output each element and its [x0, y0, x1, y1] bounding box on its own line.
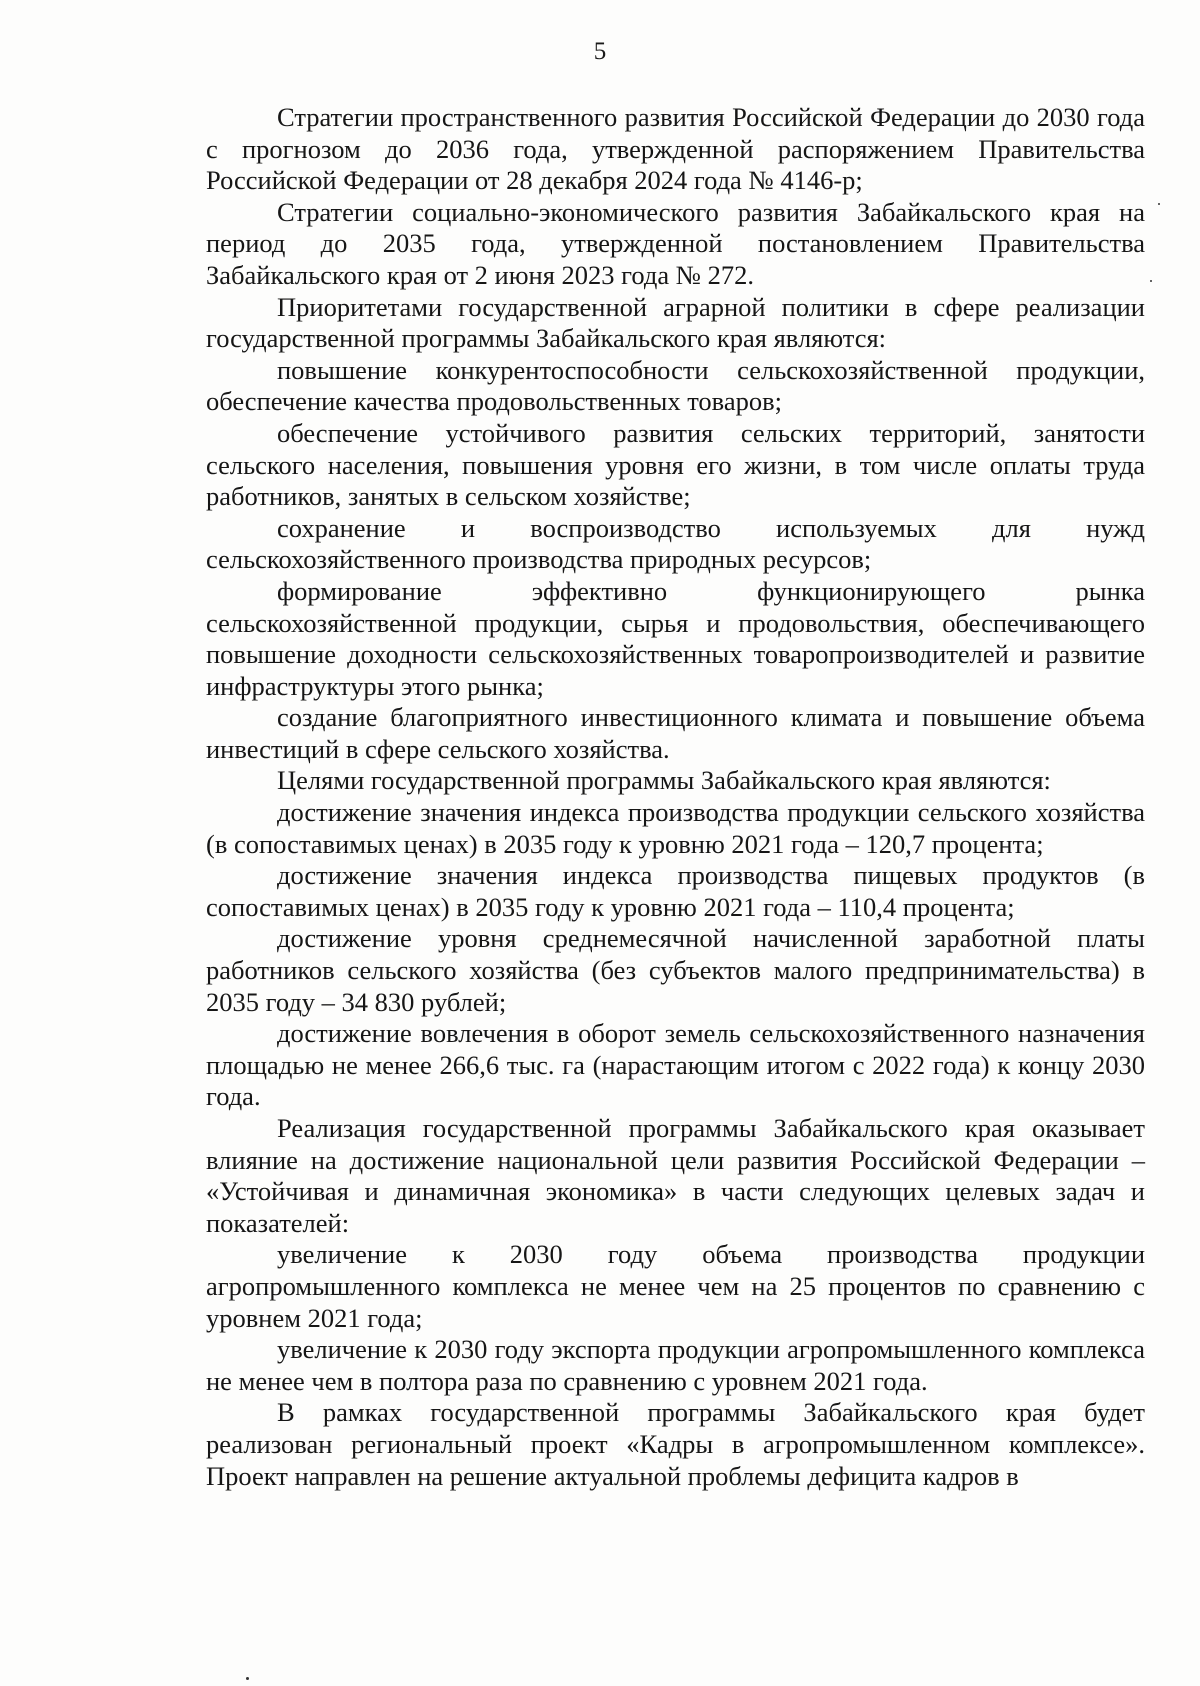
paragraph-strategy-socioeconomic: Стратегии социально-экономического развития Забайкальского края на период до 2035 года, утвержденной постановлением Правительства Забайкальского края от 2 июня 2023 года № 272.: [206, 196, 1145, 290]
paragraph-task-production: увеличение к 2030 году объема производства продукции агропромышленного комплекса не менее чем на 25 процентов по сравнению с уровнем 2021 года;: [206, 1239, 1145, 1333]
paragraph-strategy-spatial: Стратегии пространственного развития Российской Федерации до 2030 года с прогнозом до 2036 года, утвержденной распоряжением Правительства Российской Федерации от 28 декабря 2024 года № 4146-р;: [206, 102, 1145, 196]
paragraph-goal-agri-index: достижение значения индекса производства продукции сельского хозяйства (в сопоставимых ценах) в 2035 году к уровню 2021 года – 120,7 процента;: [206, 797, 1145, 859]
page-number: 5: [593, 38, 607, 65]
paragraph-regional-project: В рамках государственной программы Забайкальского края будет реализован региональный проект «Кадры в агропромышленном комплексе». Проект направлен на решение актуальной проблемы дефицита кадров в: [206, 1397, 1145, 1491]
document-body: [206, 102, 1145, 1492]
paragraph-goals-intro: Целями государственной программы Забайкальского края являются:: [277, 765, 1051, 796]
paragraph-priority-investment: создание благоприятного инвестиционного климата и повышение объема инвестиций в сфере сельского хозяйства.: [206, 702, 1145, 764]
paragraph-goal-wages: достижение уровня среднемесячной начисленной заработной платы работников сельского хозяйства (без субъектов малого предпринимательства) в 2035 году – 34 830 рублей;: [206, 923, 1145, 1017]
paragraph-priority-competitiveness: повышение конкурентоспособности сельскохозяйственной продукции, обеспечение качества продовольственных товаров;: [206, 354, 1145, 417]
paragraph-task-export: увеличение к 2030 году экспорта продукции агропромышленного комплекса не менее чем в полтора раза по сравнению с уровнем 2021 года.: [206, 1334, 1145, 1396]
paragraph-priority-resources: сохранение и воспроизводство используемых для нужд сельскохозяйственного производства природных ресурсов;: [206, 512, 1145, 575]
paragraph-goal-food-index: достижение значения индекса производства пищевых продуктов (в сопоставимых ценах) в 2035 году к уровню 2021 года – 110,4 процента;: [206, 860, 1145, 922]
scan-speck: [1150, 280, 1152, 282]
scan-speck: [246, 1677, 249, 1680]
paragraph-national-goal: Реализация государственной программы Забайкальского края оказывает влияние на достижение национальной цели развития Российской Федерации – «Устойчивая и динамичная экономика» в части следующих целевых задач и показателей:: [206, 1113, 1145, 1238]
paragraph-priority-market: формирование эффективно функционирующего рынка сельскохозяйственной продукции, сырья и продовольствия, обеспечивающего повышение доходности сельскохозяйственных товаропроизводителей и развитие инфраструктуры этого рынка;: [206, 575, 1145, 701]
paragraph-goal-land: достижение вовлечения в оборот земель сельскохозяйственного назначения площадью не менее 266,6 тыс. га (нарастающим итогом с 2022 года) к концу 2030 года.: [206, 1018, 1145, 1112]
paragraph-priority-rural-development: обеспечение устойчивого развития сельских территорий, занятости сельского населения, повышения уровня его жизни, в том числе оплаты труда работников, занятых в сельском хозяйстве;: [206, 417, 1145, 512]
scan-speck: [1158, 203, 1160, 205]
paragraph-priorities-intro: Приоритетами государственной аграрной политики в сфере реализации государственной программы Забайкальского края являются:: [206, 291, 1145, 354]
